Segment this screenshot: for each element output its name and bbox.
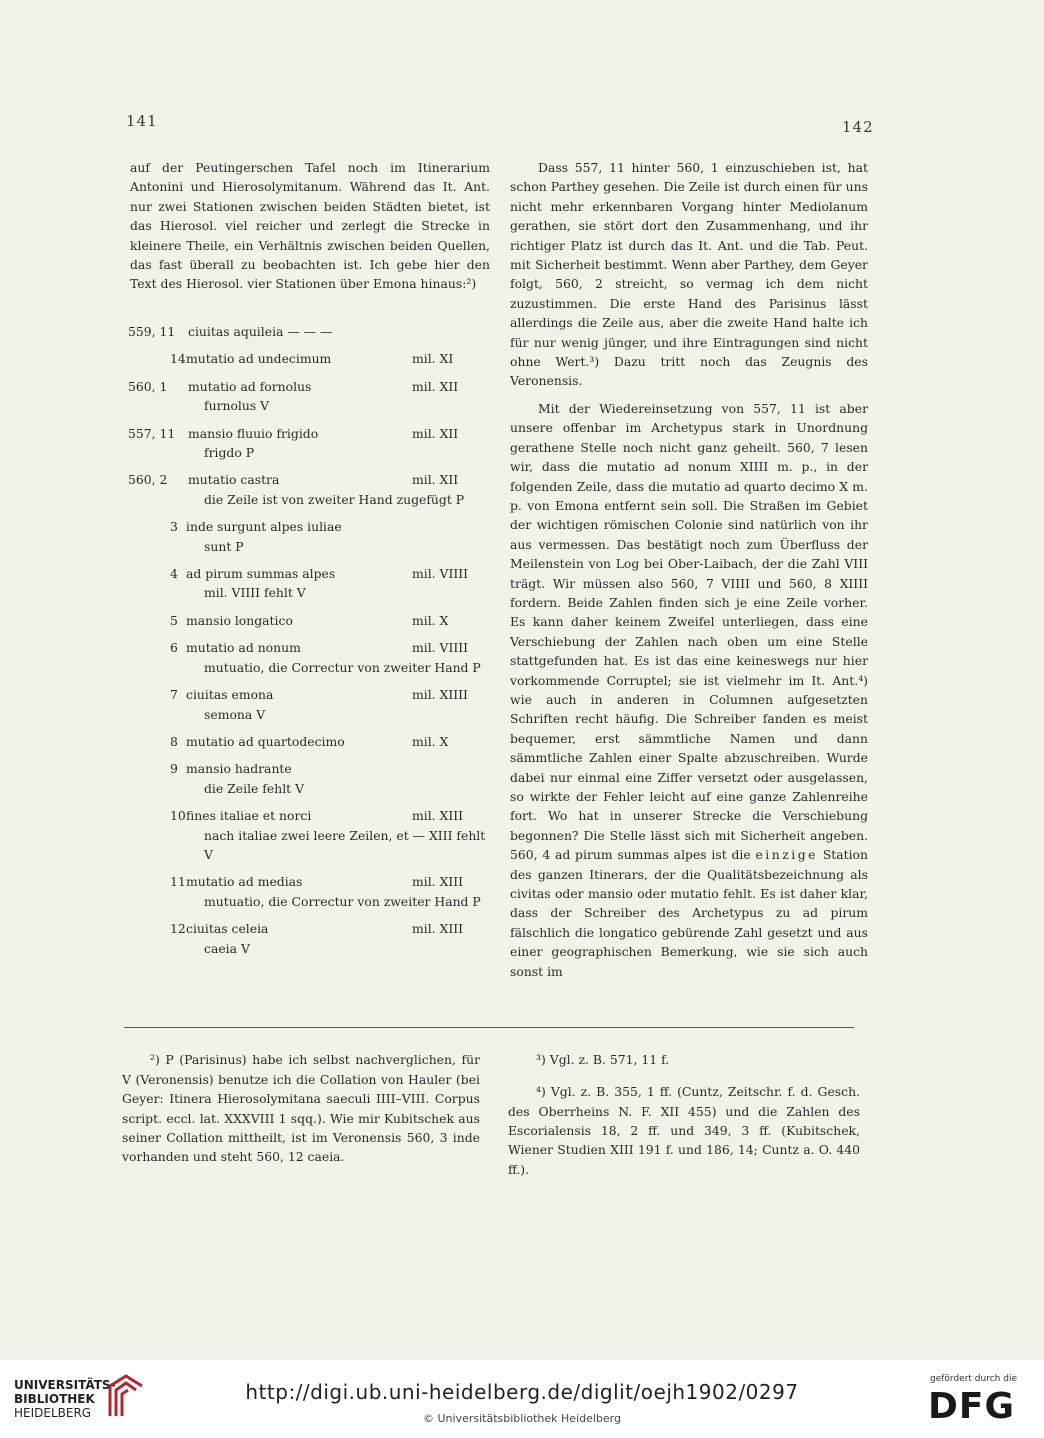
left-intro-text: auf der Peutingerschen Tafel noch im Itinerarium Antonini und Hierosolymitanum. Während das It. Ant. nur zwei Stationen zwischen beiden Städten bietet, ist das Hierosol. viel reicher und zerlegt die Strecke in kleinere Theile, ein Verhältnis zwischen beiden Quellen, das fast überall zu beobachten ist. Ich gebe hier den Text des Hierosol. vier Stationen über Emona hinaus:²): [130, 160, 490, 292]
viewer-footer: [0, 1360, 1044, 1438]
entry-note: caeia V: [204, 940, 250, 956]
itinerary-entry: [128, 872, 488, 911]
entry-note: sunt P: [204, 538, 244, 554]
itinerary-entry: [128, 759, 488, 798]
entry-miles: mil. XIII: [412, 874, 464, 890]
entry-number: 4: [170, 566, 178, 582]
copyright-notice: © Universitätsbibliothek Heidelberg: [422, 1412, 621, 1425]
entry-miles: mil. VIIII: [412, 566, 469, 582]
entry-station: ad pirum summas alpes: [186, 566, 336, 582]
entry-station: ciuitas emona: [186, 687, 274, 703]
itinerary-entry: [128, 470, 488, 509]
itinerary-entry: [128, 806, 488, 864]
itinerary-list: [128, 322, 488, 966]
entry-number: 10: [170, 808, 186, 824]
left-intro-paragraph: [130, 158, 490, 294]
entry-station: fines italiae et norci: [186, 808, 312, 824]
itinerary-entry: [128, 611, 488, 630]
itinerary-entry: [128, 517, 488, 556]
entry-number: 3: [170, 519, 178, 535]
entry-miles: mil. XIII: [412, 921, 464, 937]
page-number-right: 142: [842, 118, 874, 136]
entry-number: 560, 2: [128, 472, 168, 488]
entry-miles: mil. VIIII: [412, 640, 469, 656]
entry-note: mil. VIIII fehlt V: [204, 585, 306, 601]
entry-station: ciuitas celeia: [186, 921, 269, 937]
entry-number: 559, 11: [128, 324, 176, 339]
dfg-logo[interactable]: DFG: [928, 1386, 1016, 1427]
entry-note: mutuatio, die Correctur von zweiter Hand P: [204, 659, 481, 675]
entry-station: mutatio ad nonum: [186, 640, 301, 656]
entry-miles: mil. XIII: [412, 808, 464, 824]
itinerary-entry: [128, 377, 488, 416]
logo-line-2: BIBLIOTHEK: [14, 1392, 95, 1406]
footnote-3-text: ³) Vgl. z. B. 571, 11 f.: [536, 1052, 670, 1068]
entry-number: 560, 1: [128, 378, 168, 394]
itinerary-entry: [128, 564, 488, 603]
right-paragraph-2: [510, 399, 868, 981]
right-paragraph-2-emphasis: einzige: [755, 847, 818, 863]
entry-note: nach italiae zwei leere Zeilen, et — XIII fehlt V: [204, 827, 486, 862]
footnote-4-text: ⁴) Vgl. z. B. 355, 1 ff. (Cuntz, Zeitschr. f. d. Gesch. des Oberrheins N. F. XII 455) und die Zahlen des Escorialensis 18, 2 ff. und 349, 3 ff. (Kubitschek, Wiener Studien XIII 191 f. und 186, 14; Cuntz a. O. 440 ff.).: [508, 1084, 860, 1177]
entry-station: mansio longatico: [186, 612, 293, 628]
footnote-left: [122, 1038, 480, 1179]
logo-line-1: UNIVERSITÄTS-: [14, 1378, 116, 1392]
itinerary-entry: [128, 732, 488, 751]
permalink-url[interactable]: http://digi.ub.uni-heidelberg.de/diglit/oejh1902/0297: [245, 1380, 799, 1404]
entry-miles: mil. XII: [412, 378, 459, 394]
footnote-2-text: ²) P (Parisinus) habe ich selbst nachverglichen, für V (Veronensis) benutze ich die Collation von Hauler (bei Geyer: Itinera Hierosolymitana saeculi IIII–VIII. Corpus script. eccl. lat. XXXVIII 1 sqq.). Wie mir Kubitschek aus seiner Collation mittheilt, ist im Veronensis 560, 3 inde vorhanden und steht 560, 12 caeia.: [122, 1052, 480, 1165]
entry-station: mutatio castra: [188, 472, 280, 488]
entry-note: semona V: [204, 706, 266, 722]
entry-miles: mil. X: [412, 733, 449, 749]
entry-station: mutatio ad undecimum: [186, 351, 332, 367]
footnote-right: [508, 1038, 860, 1192]
right-paragraph-2-part-b: Station des ganzen Itinerars, der die Qualitätsbezeichnung als civitas oder mansio oder mutatio fehlt. Es ist daher klar, dass der Schreiber des Archetypus zu ad pirum fälschlich die longatico gebürende Zahl gesetzt und aus einer geographischen Bemerkung, wie sie sich auch sonst im: [510, 847, 868, 979]
entry-note: die Zeile ist von zweiter Hand zugefügt P: [204, 491, 465, 507]
itinerary-entry: [128, 424, 488, 463]
entry-number: 11: [170, 874, 186, 890]
entry-station: mansio hadrante: [186, 761, 292, 777]
dfg-funding-label: gefördert durch die: [930, 1374, 1017, 1384]
right-paragraph-2-part-a: Mit der Wiedereinsetzung von 557, 11 ist aber unsere offenbar im Archetypus stark in Unordnung gerathene Stelle noch nicht ganz geheilt. 560, 7 lesen wir, dass die mutatio ad nonum XIIII m. p., in der folgenden Zeile, dass die mutatio ad quarto decimo X m. p. von Emona entfernt sein soll. Die Straßen im Gebiet der wichtigen römischen Colonie sind natürlich von ihr aus vermessen. Das bestätigt noch zum Überfluss der Meilenstein von Log bei Ober-Laibach, der die Zahl VIII trägt. Wir müssen also 560, 7 VIIII und 560, 8 XIIII fordern. Beide Zahlen finden sich je eine Zeile vorher. Es kann daher keinem Zweifel unterliegen, dass eine Verschiebung der Zahlen nach oben um eine Stelle stattgefunden hat. Es ist das eine keineswegs nur hier vorkommende Corruptel; sie ist vielmehr im It. Ant.⁴) wie auch in anderen in Columnen aufgesetzten Schriften recht häufig. Die Schreiber fanden es meist bequemer, erst sämmtliche Namen und dann sämmtliche Zahlen einer Spalte abzuschreiben. Wurde dabei nur einmal eine Ziffer versetzt oder ausgelassen, so wirkte der Fehler leicht auf eine ganze Zahlenreihe fort. Wo hat in unserer Strecke die Verschiebung begonnen? Die Stelle lässt sich mit Sicherheit angeben. 560, 4 ad pirum summas alpes ist die: [510, 400, 868, 863]
entry-note: frigdo P: [204, 445, 255, 461]
entry-note: mutuatio, die Correctur von zweiter Hand P: [204, 893, 481, 909]
entry-station: mutatio ad quartodecimo: [186, 733, 345, 749]
entry-number: 12: [170, 921, 186, 937]
entry-number: 557, 11: [128, 425, 176, 441]
footnote-divider: [124, 1027, 854, 1028]
logo-line-3: HEIDELBERG: [14, 1406, 92, 1420]
entry-number: 8: [170, 733, 178, 749]
entry-number: 5: [170, 612, 178, 628]
entry-miles: mil. XII: [412, 425, 459, 441]
entry-number: 6: [170, 640, 178, 656]
right-column: [510, 158, 868, 981]
itinerary-entry: [128, 638, 488, 677]
entry-station: ciuitas aquileia — — —: [188, 324, 333, 339]
entry-miles: mil. XIIII: [412, 687, 468, 703]
entry-station: mutatio ad fornolus: [188, 378, 312, 394]
itinerary-entry: [128, 685, 488, 724]
entry-station: mansio fluuio frigido: [188, 425, 319, 441]
entry-note: furnolus V: [204, 398, 270, 414]
right-paragraph-1: Dass 557, 11 hinter 560, 1 einzuschieben ist, hat schon Parthey gesehen. Die Zeile ist durch einen für uns nicht mehr erkennbaren Vorgang hinter Mediolanum gerathen, sie stört dort den Zusammenhang, und ihr richtiger Platz ist durch das It. Ant. und die Tab. Peut. mit Sicherheit bestimmt. Wenn aber Parthey, dem Geyer folgt, 560, 2 streicht, so vermag ich dem nicht zuzustimmen. Die erste Hand des Parisinus lässt allerdings die Zeile aus, aber die zweite Hand halte ich für nur wenig jünger, und ihre Eintragungen sind nicht ohne Wert.³) Dazu tritt noch das Zeugnis des Veronensis.: [510, 160, 868, 389]
itinerary-entry: [128, 349, 488, 368]
entry-miles: mil. XII: [412, 472, 459, 488]
page-number-left: 141: [126, 112, 158, 130]
entry-station: inde surgunt alpes iuliae: [186, 519, 342, 535]
entry-number: 7: [170, 687, 178, 703]
entry-miles: mil. XI: [412, 351, 454, 367]
entry-number: 9: [170, 761, 178, 777]
entry-miles: mil. X: [412, 612, 449, 628]
entry-number: 14: [170, 351, 186, 367]
itinerary-entry: [128, 322, 488, 341]
itinerary-entry: [128, 919, 488, 958]
entry-station: mutatio ad medias: [186, 874, 303, 890]
entry-note: die Zeile fehlt V: [204, 780, 305, 796]
